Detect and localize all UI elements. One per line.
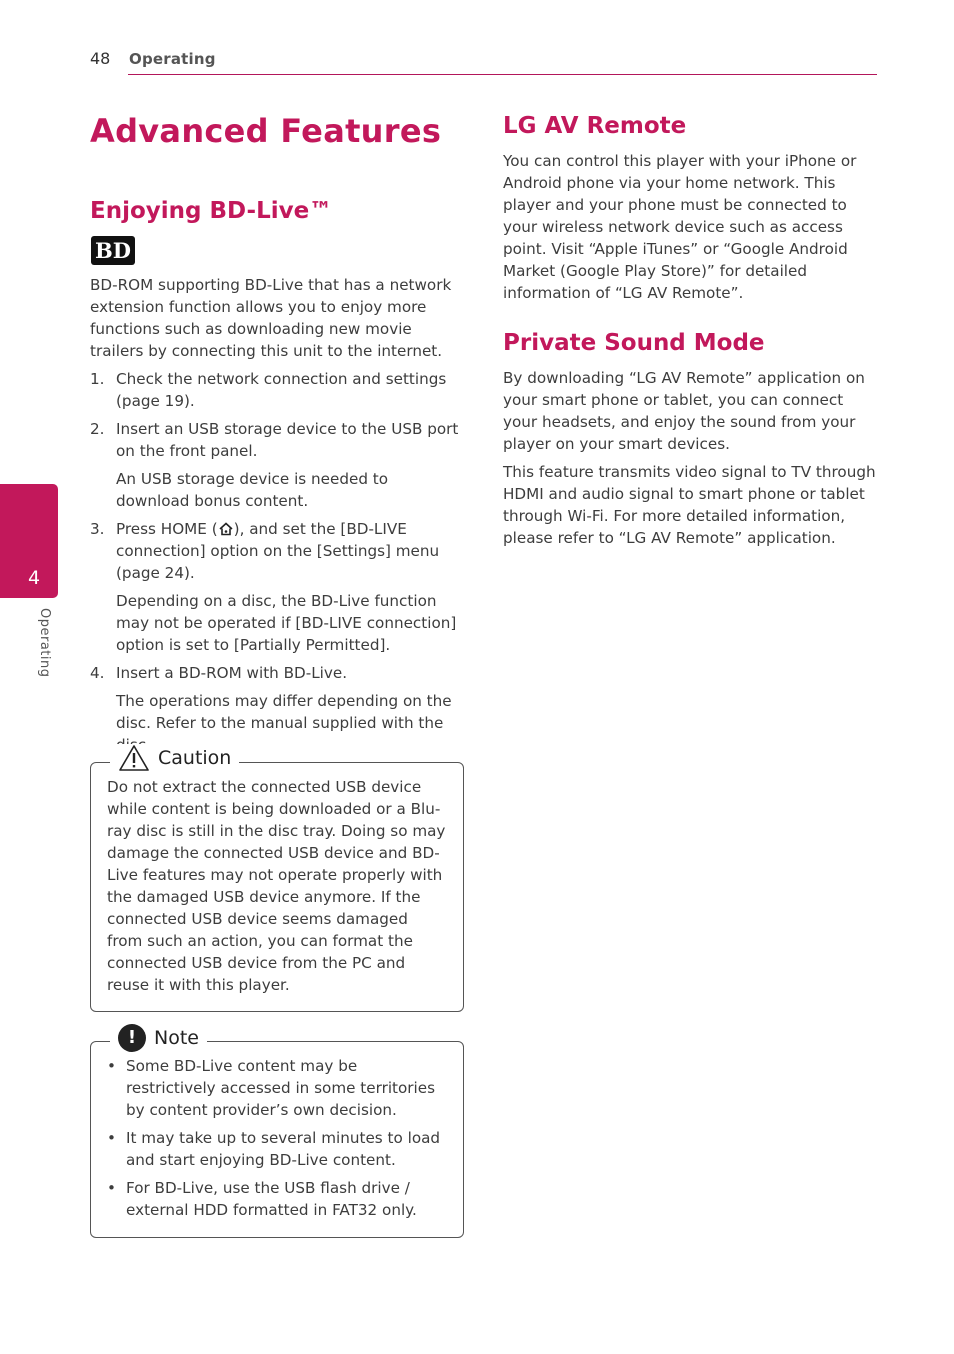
step-text: Insert a BD-ROM with BD-Live.	[116, 664, 348, 682]
step-number: 4.	[90, 664, 105, 682]
step-item	[90, 518, 464, 656]
bd-live-intro: BD-ROM supporting BD-Live that has a network extension function allows you to enjoy more functions such as downloading new movie trailers by connecting this unit to the internet.	[90, 276, 452, 360]
private-sound-heading: Private Sound Mode	[503, 330, 765, 356]
caution-label: Caution	[158, 747, 232, 769]
private-sound-paragraph: This feature transmits video signal to TV through HDMI and audio signal to smart phone or tablet through Wi-Fi. For more detailed information, please refer to “LG AV Remote” application.	[503, 463, 876, 547]
lg-av-remote-heading: LG AV Remote	[503, 113, 687, 139]
step-extra: An USB storage device is needed to download bonus content.	[116, 470, 389, 510]
step-item	[90, 368, 464, 412]
chapter-number: 4	[28, 567, 41, 589]
step-text: Check the network connection and settings (page 19).	[116, 370, 447, 410]
chapter-label: Operating	[37, 608, 52, 678]
bd-live-heading: Enjoying BD-Live™	[90, 198, 333, 224]
note-label: Note	[154, 1027, 199, 1049]
exclamation-icon: !	[118, 1024, 146, 1052]
step-extra: Depending on a disc, the BD-Live function may not be operated if [BD-LIVE connection] option is set to [Partially Permitted].	[116, 592, 457, 654]
private-sound-paragraph: By downloading “LG AV Remote” application on your smart phone or tablet, you can connect your headsets, and enjoy the sound from your player on your smart devices.	[503, 369, 865, 453]
note-item: • For BD-Live, use the USB flash drive / external HDD formatted in FAT32 only.	[107, 1177, 447, 1221]
page-title: Advanced Features	[90, 112, 442, 150]
step-number: 1.	[90, 370, 105, 388]
step-text-after: ), and set the [BD-LIVE connection] option on the [Settings] menu (page 24).	[116, 520, 440, 582]
bd-live-section	[90, 274, 464, 762]
home-icon	[218, 521, 234, 537]
caution-icon	[118, 744, 150, 772]
caution-text: Do not extract the connected USB device while content is being downloaded or a Blu-ray disc is still in the disc tray. Doing so may damage the connected USB device and BD-Live features may not operate properly with the damaged USB device anymore. If the connected USB device seems damaged from such an action, you can format the connected USB device from the PC and reuse it with this player.	[107, 778, 446, 994]
bd-disc-icon: BD	[91, 236, 135, 265]
note-header	[110, 1024, 207, 1052]
header-rule	[128, 74, 877, 75]
note-list	[107, 1055, 447, 1221]
lg-av-remote-text: You can control this player with your iPhone or Android phone via your home network. This player and your phone must be connected to your wireless network device such as access point. Visit “Apple iTunes” or “Google Android Market (Google Play Store)” for detailed information of “LG AV Remote”.	[503, 152, 857, 302]
step-number: 3.	[90, 520, 105, 538]
caution-header	[110, 744, 239, 772]
section-title: Operating	[129, 50, 216, 68]
step-item	[90, 418, 464, 512]
note-content	[107, 1055, 447, 1227]
step-text-before: Press HOME (	[116, 520, 218, 538]
note-item: • It may take up to several minutes to load and start enjoying BD-Live content.	[107, 1127, 447, 1171]
page-number: 48	[90, 49, 111, 68]
step-text: Insert an USB storage device to the USB port on the front panel.	[116, 420, 459, 460]
step-text	[116, 518, 464, 584]
bd-live-steps	[90, 368, 464, 756]
step-extra: The operations may differ depending on the disc. Refer to the manual supplied with the	[116, 692, 452, 732]
private-sound-section	[503, 367, 877, 555]
note-item: • Some BD-Live content may be restrictively accessed in some territories by content provider’s own decision.	[107, 1055, 447, 1121]
step-item	[90, 662, 464, 756]
step-number: 2.	[90, 420, 105, 438]
